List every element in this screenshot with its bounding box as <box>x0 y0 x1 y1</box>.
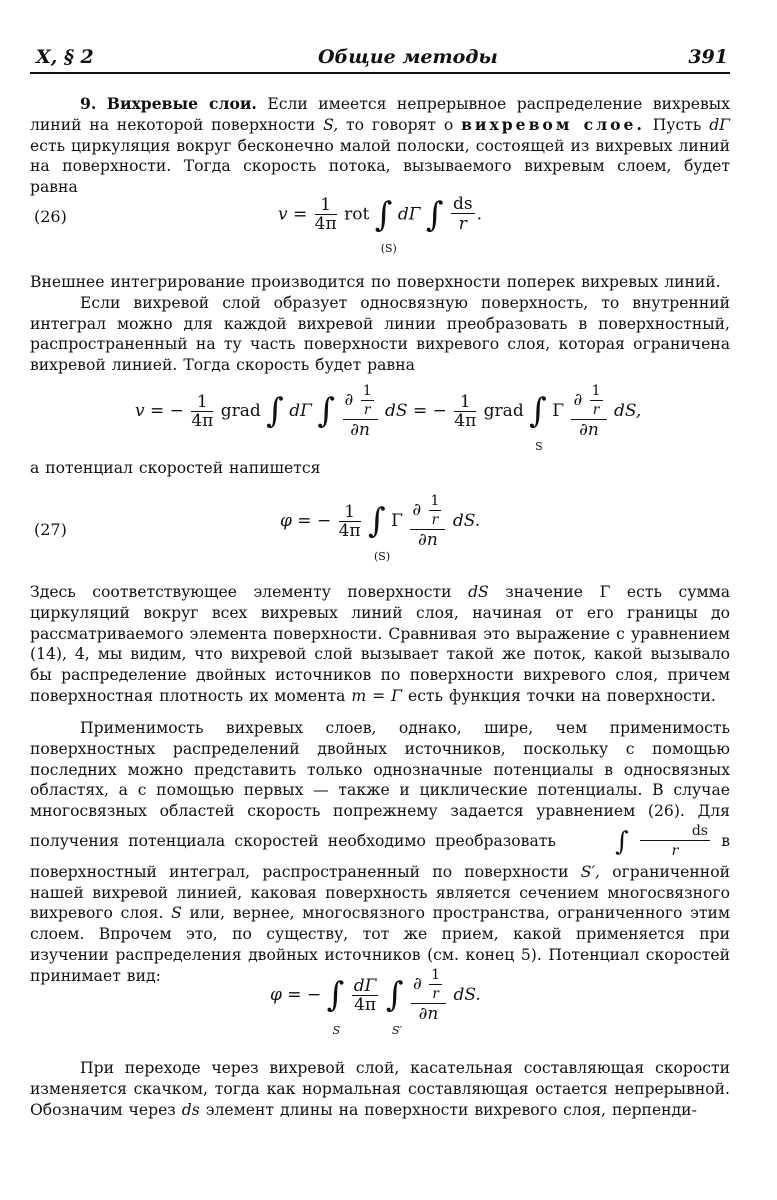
symbol-ds: ds <box>181 1100 200 1119</box>
differential: dΓ <box>289 401 312 421</box>
numerator: 1 <box>315 196 337 215</box>
integral-sign: ∫ (S) <box>368 504 386 538</box>
inner-fraction <box>590 382 603 419</box>
fraction <box>339 503 361 540</box>
numerator: 1 <box>431 967 441 983</box>
text: или, вернее, многосвязного пространства, ограниченного этим слоем. Впрочем это, по существу, тот же прием, какой применяется при изучении распределения двойных источников (см. конец 5). Потенциал скоростей принимает вид: <box>30 904 730 985</box>
integral-sign: ∫ (S) <box>375 198 393 232</box>
numerator: ds <box>453 194 473 214</box>
paragraph-applicability <box>30 718 730 987</box>
inner-fraction <box>429 966 442 1003</box>
punctuation: . <box>476 204 483 225</box>
text: При переходе через вихревой слой, касательная составляющая скорости изменяется скачком, тогда как нормальная составляющая остается непрерывной. Обозначим через <box>30 1059 730 1119</box>
eq-part: dS. <box>453 985 481 1005</box>
section-number: 9. <box>80 94 97 113</box>
symbol-S: S <box>171 904 182 923</box>
gamma: Γ <box>391 511 403 531</box>
eq-part: dS, <box>613 401 642 421</box>
rot-operator: rot <box>344 204 370 225</box>
text: Пусть <box>652 115 702 134</box>
denominator: ∂n <box>350 420 370 440</box>
integral-sign: ∫ S′ <box>386 978 404 1012</box>
eq-lhs: φ = − <box>270 985 322 1005</box>
denominator: 4π <box>314 214 337 234</box>
fraction <box>191 393 213 430</box>
fraction <box>411 966 446 1024</box>
text: Применимость вихревых слоев, однако, шире, чем применимость поверхностных распределений двойных источников, поскольку с помощью последних можно представить только однозначные потенциалы в односвязных областях, а с помощью первых — также и циклические потенциалы. В случае многосвязных областей скорость попрежнему задается уравнением (26). Для получения потенциала скоростей необходимо преобразовать <box>30 719 730 850</box>
integral-sign: ∫ <box>317 391 336 431</box>
header-rule <box>30 72 730 74</box>
grad-operator: grad <box>483 401 524 421</box>
numerator: 1 <box>339 503 361 522</box>
integral-limit: (S) <box>374 550 391 563</box>
denominator: ∂n <box>418 1004 439 1024</box>
inner-fraction <box>429 492 442 529</box>
symbol-S: S, <box>323 115 339 134</box>
spaced-term: вихревом слое. <box>461 114 645 134</box>
page-number: 391 <box>688 46 728 68</box>
numerator <box>343 382 378 420</box>
equation-26 <box>30 195 730 255</box>
integral-limit: S′ <box>391 1024 402 1037</box>
fraction <box>451 195 475 234</box>
numerator: 1 <box>454 393 476 412</box>
numerator: 1 <box>191 393 213 412</box>
symbol-dGamma: dΓ <box>709 115 730 134</box>
eq-lhs: φ = − <box>280 511 332 531</box>
paragraph-transition <box>30 1058 730 1120</box>
section-ref: X, § 2 <box>36 46 94 68</box>
denominator: r <box>592 402 600 418</box>
integral-sign: ∫ <box>266 391 284 431</box>
denominator: r <box>363 402 371 418</box>
denominator: 4π <box>454 410 477 431</box>
text: есть циркуляция вокруг бесконечно малой полоски, состоящей из вихревых линий на поверхности. Тогда скорость потока, вызываемого вихревым слоем, будет равна <box>30 136 730 197</box>
eq-lhs: v = <box>278 204 308 225</box>
text: Если имеется непрерывное распределение вихревых линий на некоторой поверхности <box>30 95 730 134</box>
paragraph-vortex-sheets <box>30 94 730 198</box>
numerator: 1 <box>362 383 372 399</box>
running-header <box>30 42 730 70</box>
chapter-title: Общие методы <box>318 46 498 68</box>
eq-lhs: v = − <box>135 401 184 421</box>
text: Здесь соответствующее элементу поверхности <box>30 583 452 601</box>
paragraph-here <box>30 582 730 707</box>
gamma: Γ <box>552 401 565 421</box>
page <box>30 0 730 1200</box>
symbol-m: m = Γ <box>351 686 402 705</box>
equation-number: (27) <box>34 520 67 539</box>
numerator <box>411 966 446 1004</box>
denominator: 4π <box>338 520 361 541</box>
integral-limit: (S) <box>380 241 397 255</box>
fraction <box>640 822 710 862</box>
fraction <box>343 382 378 440</box>
text: то говорят о <box>346 115 454 134</box>
text: есть функция точки на поверхности. <box>407 686 716 705</box>
text: Если вихревой слой образует односвязную поверхность, то внутренний интеграл можно для каждой вихревой линии преобразовать в поверхностный, распространенный на ту часть поверхности вихревого слоя, которая ограничена вихревой линией. Тогда скорость будет равна <box>30 293 730 375</box>
equation-phi <box>30 962 730 1042</box>
text: Внешнее интегрирование производится по поверхности поперек вихревых линий. <box>30 273 721 291</box>
numerator <box>571 382 606 420</box>
denominator: r <box>671 842 679 859</box>
text: значение Γ есть сумма циркуляций вокруг всех вихревых линий слоя, начиная от его границы до рассматриваемого элемента поверхности. Сравнивая это выражение с уравнением (14), 4, мы видим, что вихревой слой вызывает такой же поток, какой вызывало бы распределение двойных источников по поверхности вихревого слоя, причем поверхностная плотность их момента <box>30 583 730 705</box>
denominator: r <box>458 214 467 234</box>
paragraph-potential <box>30 458 730 479</box>
numerator: ds <box>640 822 710 841</box>
eq-part: dS. <box>452 511 481 531</box>
inner-fraction <box>361 382 374 419</box>
denominator: r <box>431 512 439 528</box>
integral-limit: S <box>535 440 543 453</box>
denominator: ∂n <box>418 530 438 550</box>
integral-sign: ∫ S <box>529 394 547 428</box>
symbol-dS: dS <box>468 583 489 601</box>
differential: dΓ <box>397 204 421 225</box>
fraction <box>454 393 476 430</box>
numerator: 1 <box>591 383 601 399</box>
equation-27 <box>30 486 730 570</box>
symbol-S-prime: S′, <box>580 862 600 881</box>
paragraph-outer-integration <box>30 272 730 376</box>
text: ограниченной нашей вихревой линией, каковая поверхность является сечением многосвязного вихревого слоя. <box>30 862 730 923</box>
partial: ∂ <box>412 500 422 520</box>
numerator: dΓ <box>353 975 377 996</box>
fraction <box>352 977 379 1014</box>
eq-part: dS = − <box>385 401 447 421</box>
integral-sign: ∫ <box>615 826 629 857</box>
numerator <box>410 492 445 530</box>
fraction <box>315 196 337 233</box>
partial: ∂ <box>573 390 583 410</box>
fraction <box>410 492 445 550</box>
text: элемент длины на поверхности вихревого слоя, перпенди- <box>205 1100 697 1119</box>
integral-sign: ∫ S <box>327 978 345 1012</box>
partial: ∂ <box>412 974 422 994</box>
grad-operator: grad <box>220 401 261 421</box>
text: в поверхностный интеграл, распространенный по поверхности <box>30 831 730 881</box>
integral-limit: S <box>332 1024 341 1037</box>
equation-number: (26) <box>34 207 67 226</box>
fraction <box>571 382 606 440</box>
partial: ∂ <box>344 390 354 410</box>
denominator: 4π <box>354 994 377 1015</box>
denominator: r <box>432 986 439 1002</box>
text: а потенциал скоростей напишется <box>30 459 321 477</box>
numerator: 1 <box>430 493 440 509</box>
denominator: 4π <box>191 410 214 431</box>
integral-sign: ∫ <box>425 194 444 235</box>
equation-velocity <box>30 378 730 458</box>
section-heading: Вихревые слои. <box>106 94 257 113</box>
denominator: ∂n <box>579 420 599 440</box>
